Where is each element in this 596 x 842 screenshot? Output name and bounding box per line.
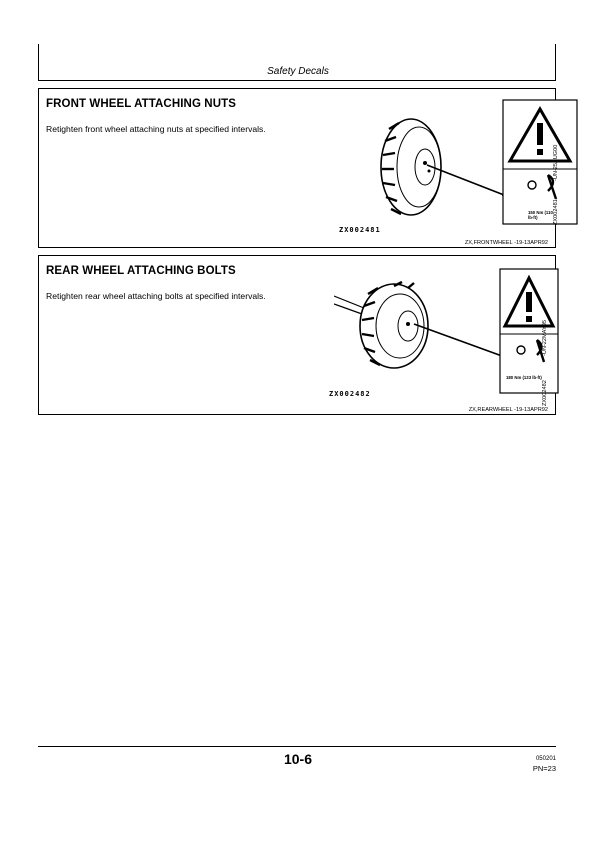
figure-label: ZX002481 [339,226,381,234]
page-header-title: Safety Decals [267,66,329,77]
vertical-figure-id: ZX002481 [553,199,559,225]
section-title: FRONT WHEEL ATTACHING NUTS [46,98,236,110]
vertical-figure-id: ZX002482 [542,380,548,406]
section-body: Retighten front wheel attaching nuts at specified intervals. [46,124,266,134]
section-title: REAR WHEEL ATTACHING BOLTS [46,265,236,277]
vertical-figure-date: -UN-22MAY95 [542,320,548,356]
section-reference: ZX,REARWHEEL -19-13APR92 [468,407,548,413]
rear-tire-illustration [334,274,504,374]
footer-rule [38,746,556,747]
section-body: Retighten rear wheel attaching bolts at specified intervals. [46,291,266,301]
section-rear-wheel [38,255,556,415]
front-wheel-decal [502,99,578,225]
decal-torque-text: 180 Nm (133 lb-ft) [506,375,542,380]
section-front-wheel [38,88,559,248]
decal-torque-text: 150 Nm (110 lb-ft) [528,210,553,220]
footer-code: 050201 [535,756,556,762]
page-number: 10-6 [283,751,313,767]
figure-label: ZX002482 [329,390,371,398]
section-reference: ZX,FRONTWHEEL -19-13APR92 [464,240,548,246]
header-bottom-rule [38,80,556,81]
vertical-figure-date: -UN-25AUG00 [553,144,559,181]
footer-pn: PN=23 [532,764,556,773]
front-tire-illustration [359,105,509,225]
